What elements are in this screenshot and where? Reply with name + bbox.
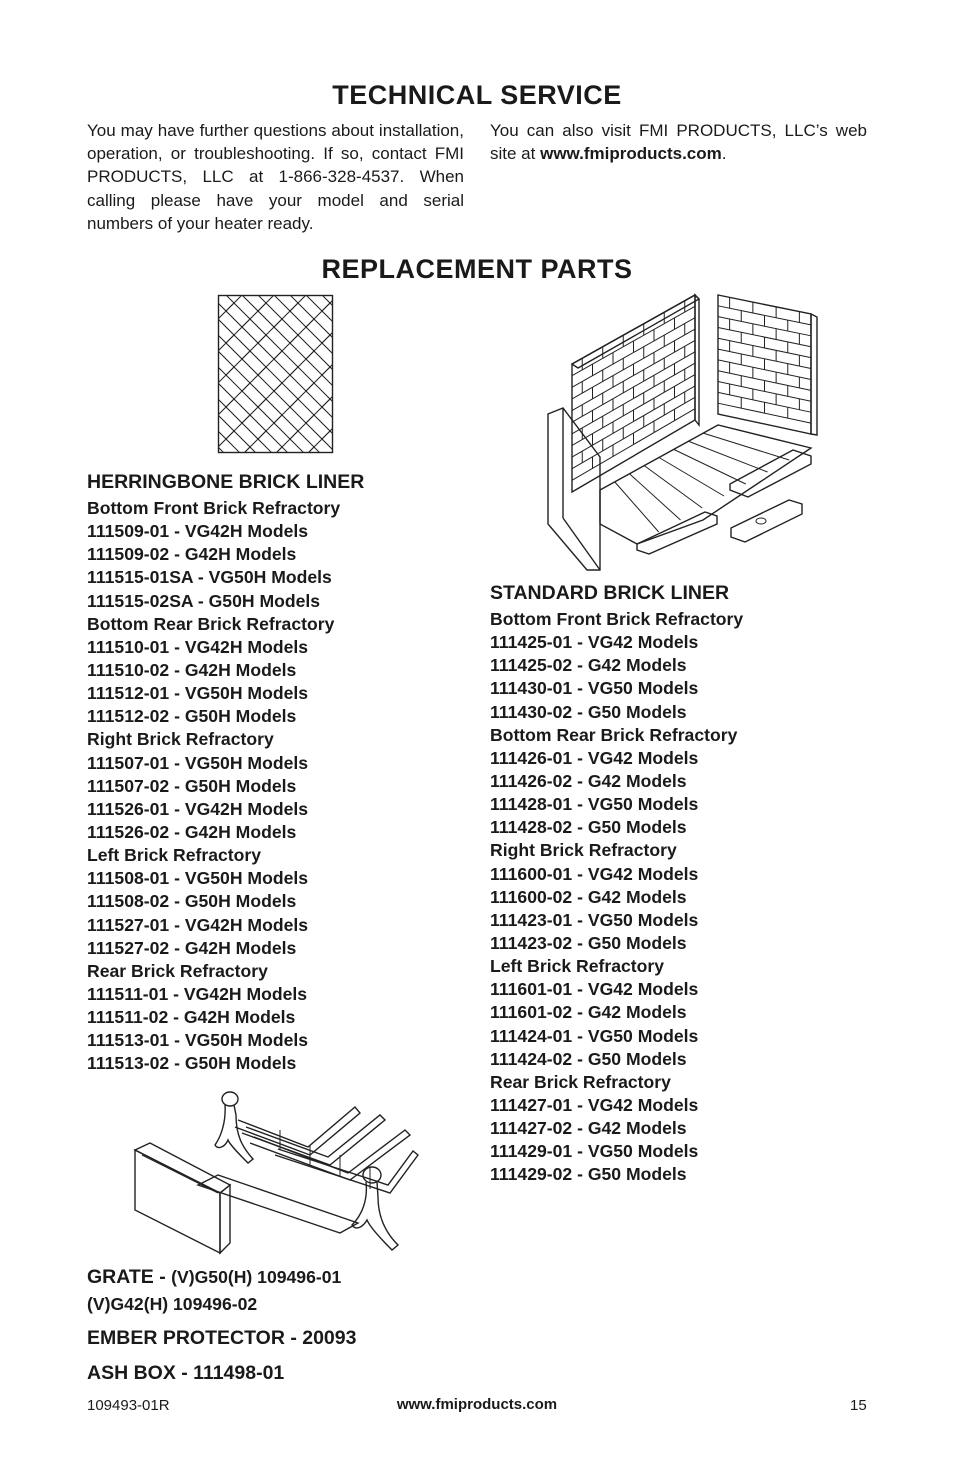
part-line: 111511-02 - G42H Models <box>87 1007 296 1028</box>
part-line: 111527-01 - VG42H Models <box>87 914 309 935</box>
part-line: 111424-01 - VG50 Models <box>490 1025 699 1046</box>
grate-part-1: (V)G50(H) 109496-01 <box>171 1267 342 1287</box>
part-group-heading: Rear Brick Refractory <box>87 960 268 981</box>
technical-service-right-text <box>490 119 867 165</box>
part-line: 111426-02 - G42 Models <box>490 770 687 791</box>
part-group-heading: Bottom Rear Brick Refractory <box>87 613 335 634</box>
part-line: 111512-01 - VG50H Models <box>87 683 309 704</box>
part-line: 111427-02 - G42 Models <box>490 1118 687 1139</box>
part-line: 111526-01 - VG42H Models <box>87 798 309 819</box>
part-line: 111510-01 - VG42H Models <box>87 636 309 657</box>
part-line: 111600-01 - VG42 Models <box>490 863 699 884</box>
part-line: 111508-01 - VG50H Models <box>87 868 309 889</box>
technical-service-left-text: You may have further questions about installation, operation, or troubleshooting. If so, contact FMI PRODUCTS, LLC at 1-866-328-4537. When calling please have your model and serial numbers of your heater ready. <box>87 121 464 233</box>
grate-line-1 <box>87 1266 341 1289</box>
website-link[interactable]: www.fmiproducts.com <box>540 144 722 164</box>
part-line: 111423-01 - VG50 Models <box>490 909 699 930</box>
part-group-heading: Left Brick Refractory <box>87 845 262 866</box>
grate-ember-protector-ash-box-illustration <box>130 1085 430 1260</box>
part-group-heading: Left Brick Refractory <box>490 956 665 977</box>
ember-protector: EMBER PROTECTOR - 20093 <box>87 1327 357 1349</box>
part-line: 111424-02 - G50 Models <box>490 1048 687 1069</box>
part-group-heading: Bottom Rear Brick Refractory <box>490 724 738 745</box>
part-line: 111515-01SA - VG50H Models <box>87 567 332 588</box>
part-line: 111429-02 - G50 Models <box>490 1164 687 1185</box>
standard-parts-list <box>490 608 743 1187</box>
part-group-heading: Bottom Front Brick Refractory <box>87 498 341 518</box>
part-line: 111510-02 - G42H Models <box>87 659 297 680</box>
part-line: 111429-01 - VG50 Models <box>490 1141 699 1162</box>
part-line: 111509-01 - VG42H Models <box>87 521 309 542</box>
part-line: 111430-01 - VG50 Models <box>490 678 699 699</box>
technical-service-title: TECHNICAL SERVICE <box>332 80 622 110</box>
part-line: 111423-02 - G50 Models <box>490 932 687 953</box>
part-line: 111507-02 - G50H Models <box>87 775 297 796</box>
grate-line-2: (V)G42(H) 109496-02 <box>87 1294 258 1314</box>
part-line: 111600-02 - G42 Models <box>490 886 687 907</box>
part-line: 111512-02 - G50H Models <box>87 706 297 727</box>
part-line: 111601-02 - G42 Models <box>490 1002 687 1023</box>
part-line: 111526-02 - G42H Models <box>87 821 297 842</box>
part-line: 111601-01 - VG42 Models <box>490 979 699 1000</box>
part-line: 111511-01 - VG42H Models <box>87 983 308 1004</box>
footer-website[interactable]: www.fmiproducts.com <box>396 1396 558 1413</box>
part-line: 111426-01 - VG42 Models <box>490 747 699 768</box>
part-line: 111425-02 - G42 Models <box>490 655 687 676</box>
herringbone-brick-panel-illustration <box>218 295 333 453</box>
replacement-parts-title: REPLACEMENT PARTS <box>321 254 633 284</box>
part-line: 111507-01 - VG50H Models <box>87 752 309 773</box>
part-line: 111508-02 - G50H Models <box>87 891 297 912</box>
ash-box: ASH BOX - 111498-01 <box>87 1362 285 1384</box>
part-line: 111509-02 - G42H Models <box>87 544 297 565</box>
herringbone-heading: HERRINGBONE BRICK LINER <box>87 471 365 493</box>
part-line: 111428-01 - VG50 Models <box>490 794 699 815</box>
page-number: 15 <box>850 1397 867 1414</box>
part-group-heading: Bottom Front Brick Refractory <box>490 609 744 629</box>
part-line: 111428-02 - G50 Models <box>490 817 687 838</box>
right-text-end: . <box>721 144 727 164</box>
part-group-heading: Right Brick Refractory <box>87 729 274 750</box>
part-line: 111527-02 - G42H Models <box>87 937 297 958</box>
standard-brick-liner-illustration <box>545 292 825 572</box>
part-group-heading: Right Brick Refractory <box>490 840 677 861</box>
part-line: 111513-02 - G50H Models <box>87 1053 297 1074</box>
part-line: 111427-01 - VG42 Models <box>490 1094 699 1115</box>
part-line: 111425-01 - VG42 Models <box>490 632 699 653</box>
part-line: 111513-01 - VG50H Models <box>87 1030 309 1051</box>
grate-label: GRATE - <box>87 1266 172 1288</box>
doc-number: 109493-01R <box>87 1397 170 1414</box>
standard-heading: STANDARD BRICK LINER <box>490 582 730 604</box>
part-group-heading: Rear Brick Refractory <box>490 1071 671 1092</box>
part-line: 111430-02 - G50 Models <box>490 701 687 722</box>
right-text-intro: You can also visit FMI PRODUCTS, LLC’s web site at <box>490 121 867 164</box>
herringbone-parts-list <box>87 497 340 1076</box>
part-line: 111515-02SA - G50H Models <box>87 590 321 611</box>
